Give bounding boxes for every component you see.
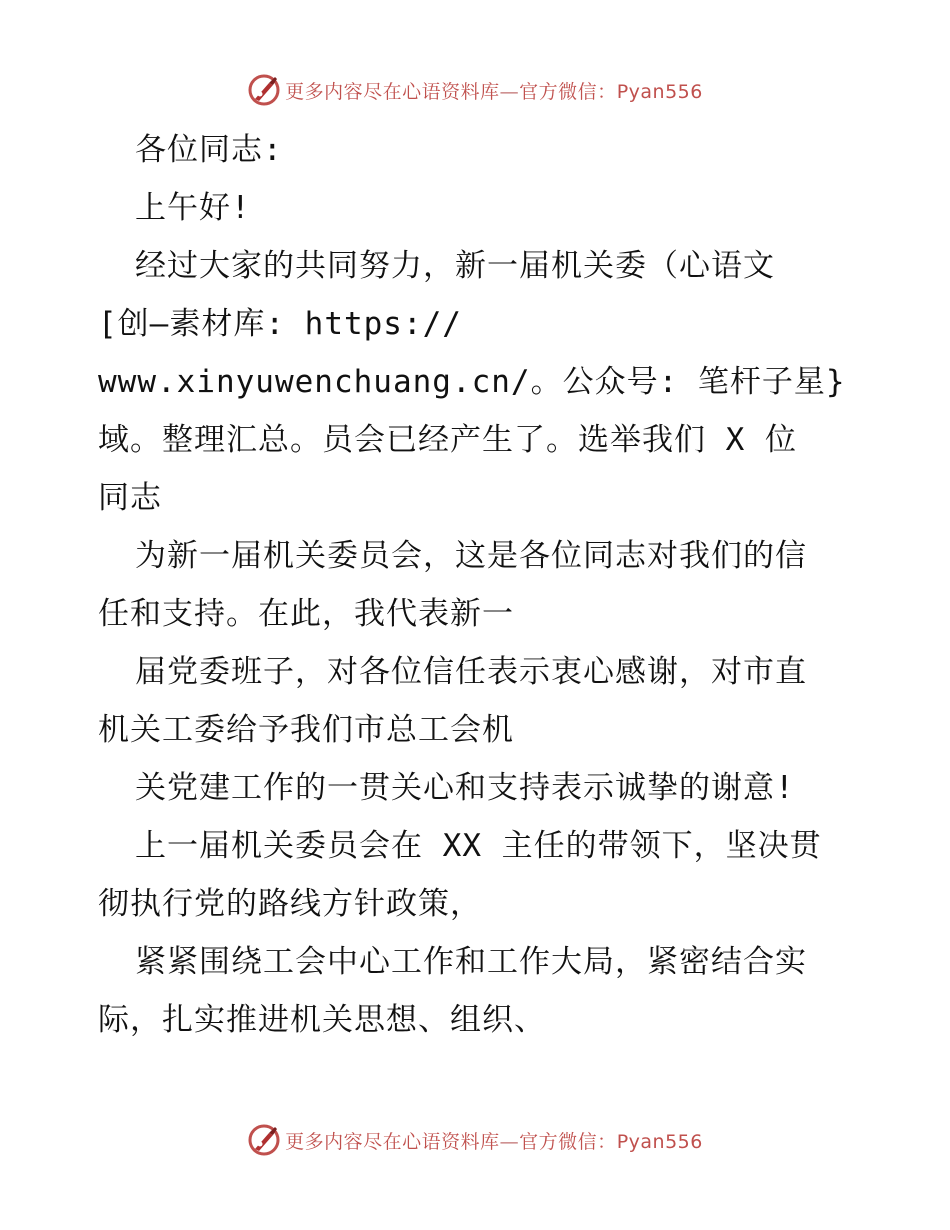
watermark-wechat-id: Pyan556	[616, 80, 703, 103]
text-line: 为新一届机关委员会，这是各位同志对我们的信	[135, 538, 807, 574]
text-line: 届党委班子，对各位信任表示衷心感谢，对市直	[135, 654, 807, 690]
text-line: [创—素材库: https://	[98, 306, 462, 342]
text-line: 际，扎实推进机关思想、组织、	[98, 1002, 546, 1038]
text-line: 域。整理汇总。员会已经产生了。选举我们 X 位	[98, 422, 797, 458]
text-line: 紧紧围绕工会中心工作和工作大局，紧密结合实	[135, 944, 807, 980]
watermark-brand: 更多内容尽在心语资料库	[285, 1130, 500, 1153]
watermark-separator: —	[499, 1130, 520, 1153]
text-line: 经过大家的共同努力，新一届机关委（心语文	[135, 248, 775, 284]
document-body	[98, 121, 858, 1049]
text-line: 上午好!	[135, 190, 251, 226]
text-line: www.xinyuwenchuang.cn/。公众号: 笔杆子星}	[98, 364, 846, 400]
header-watermark	[0, 70, 950, 110]
text-line: 机关工委给予我们市总工会机	[98, 712, 514, 748]
text-line: 关党建工作的一贯关心和支持表示诚挚的谢意!	[135, 770, 795, 806]
text-line: 各位同志:	[135, 132, 283, 168]
watermark-separator: —	[499, 80, 520, 103]
footer-watermark	[0, 1120, 950, 1160]
quill-pen-logo-icon	[247, 73, 281, 107]
text-line: 上一届机关委员会在 XX 主任的带领下，坚决贯	[135, 828, 822, 864]
watermark-contact-label: 官方微信：	[519, 80, 617, 103]
text-line: 彻执行党的路线方针政策，	[98, 886, 482, 922]
watermark-brand: 更多内容尽在心语资料库	[285, 80, 500, 103]
quill-pen-logo-icon	[247, 1123, 281, 1157]
watermark-contact-label: 官方微信：	[519, 1130, 617, 1153]
text-line: 同志	[98, 480, 162, 516]
text-line: 任和支持。在此，我代表新一	[98, 596, 514, 632]
watermark-wechat-id: Pyan556	[616, 1130, 703, 1153]
